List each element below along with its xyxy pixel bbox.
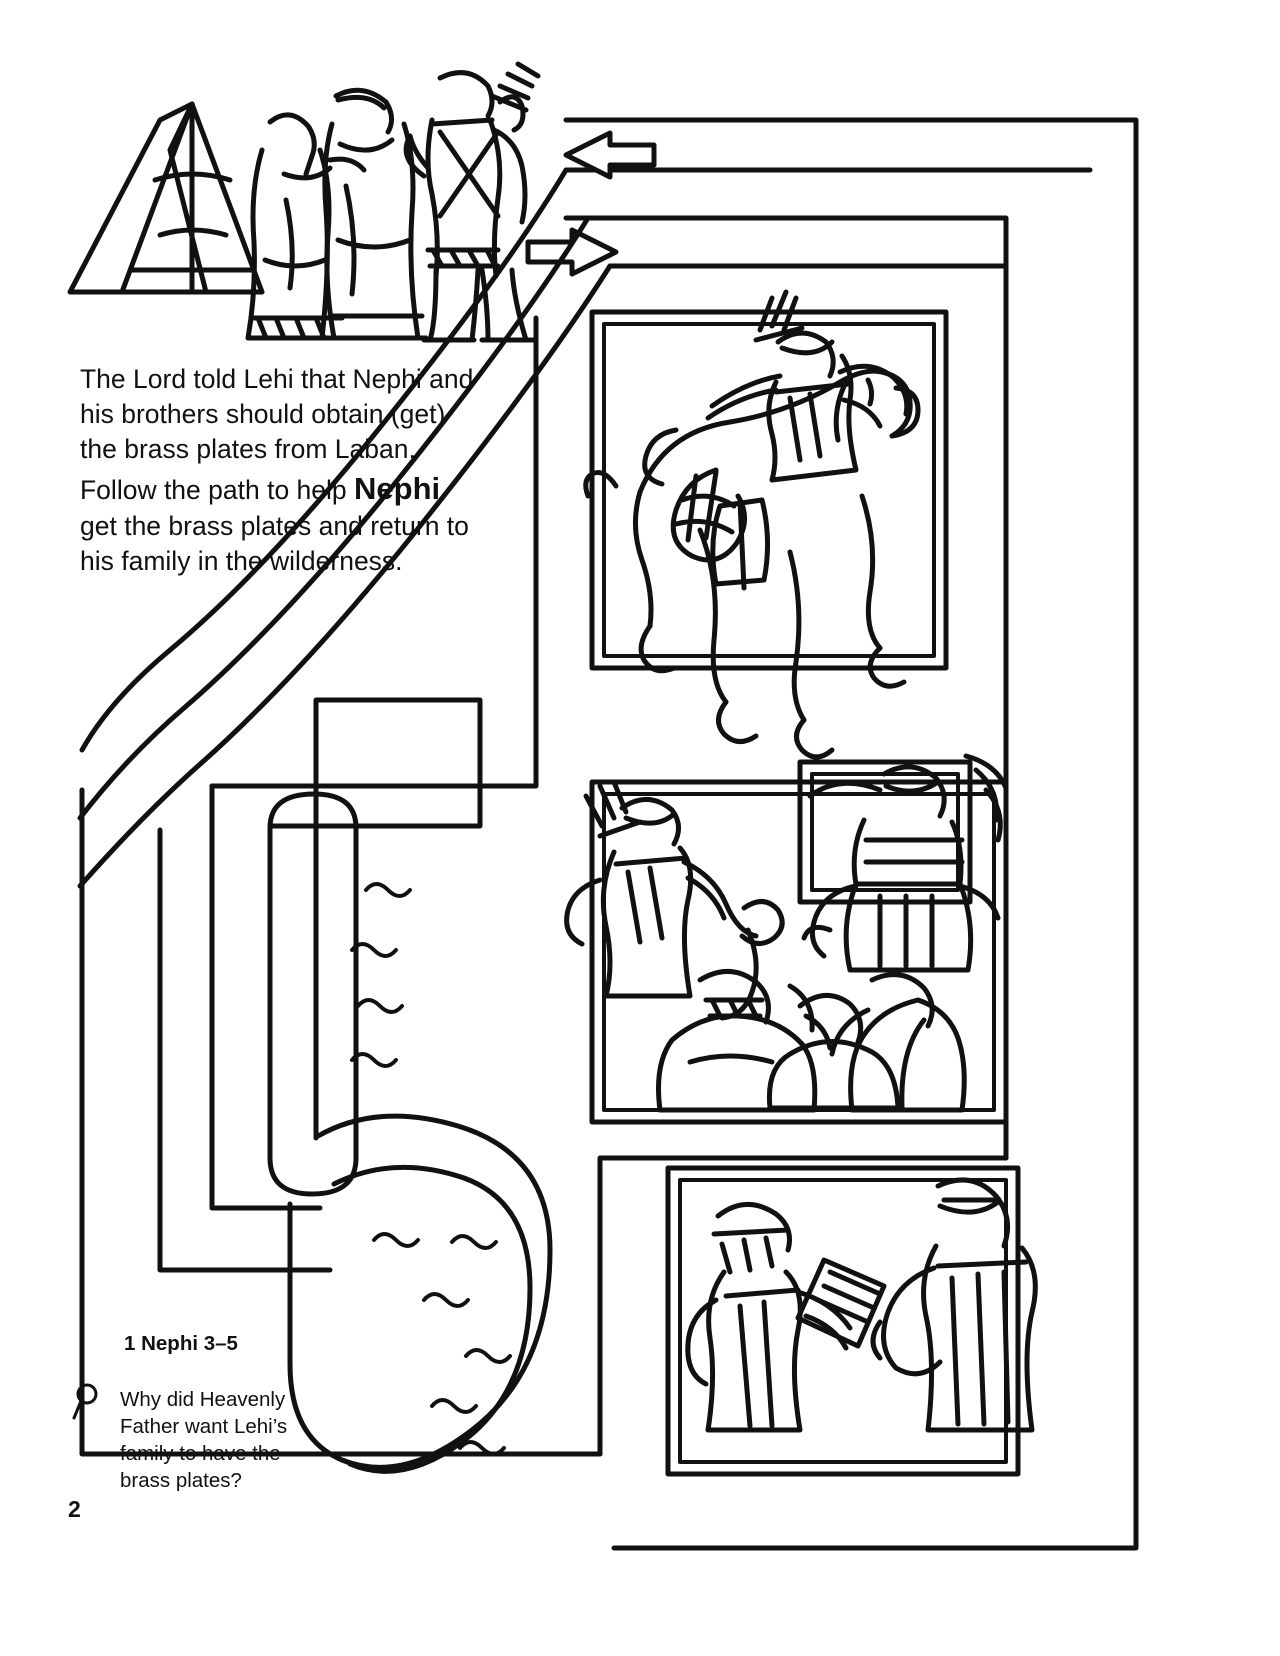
reflection-question: Why did Heavenly Father want Lehi’s family to have the brass plates? xyxy=(120,1388,288,1493)
nephi-riding-camel-illustration xyxy=(586,292,946,757)
instruction-highlight: Nephi xyxy=(354,470,441,506)
instruction-text-part2: get the brass plates and return to his family in the wilderness. xyxy=(80,510,469,577)
magnifying-glass-icon xyxy=(72,1382,108,1422)
instruction-text xyxy=(80,362,480,579)
page-number: 2 xyxy=(68,1496,81,1522)
scripture-reference: 1 Nephi 3–5 xyxy=(124,1332,238,1355)
handing-brass-plates-illustration xyxy=(668,1168,1035,1474)
instruction-text-part1: The Lord told Lehi that Nephi and his brothers should obtain (get) the brass plates from Laban. Follow the path to help xyxy=(80,364,474,505)
laban-throne-illustration xyxy=(567,756,1006,1122)
lehi-family-tent-illustration xyxy=(70,64,538,340)
arrow-right-icon xyxy=(528,230,616,274)
